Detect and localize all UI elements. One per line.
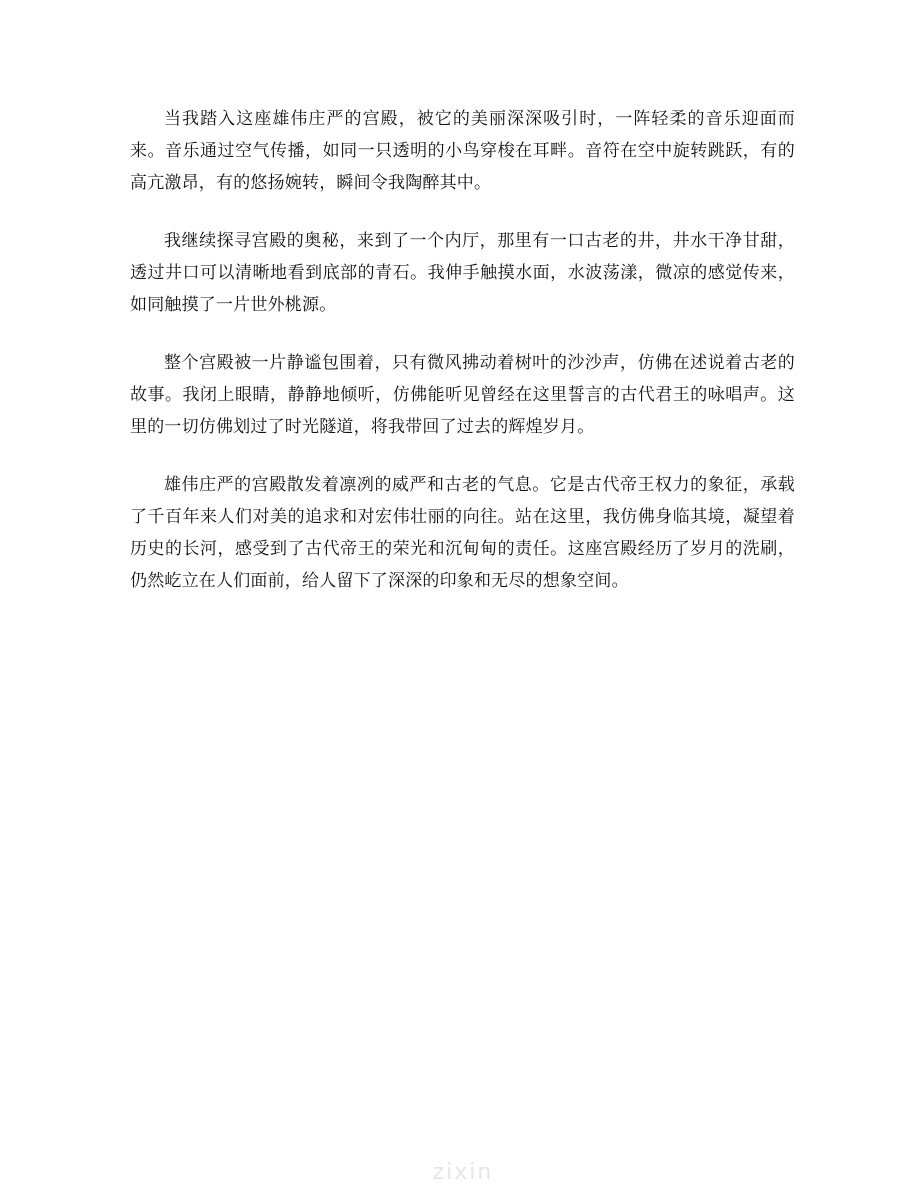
watermark: zixin [432,1160,494,1185]
document-body [130,103,795,623]
paragraph-3: 整个宫殿被一片静谧包围着，只有微风拂动着树叶的沙沙声，仿佛在述说着古老的故事。我闭上眼睛，静静地倾听，仿佛能听见曾经在这里誓言的古代君王的咏唱声。这里的一切仿佛划过了时光隧道，将我带回了过去的辉煌岁月。 [130,353,795,437]
paragraph-2: 我继续探寻宫殿的奥秘，来到了一个内厅，那里有一口古老的井，井水干净甘甜，透过井口可以清晰地看到底部的青石。我伸手触摸水面，水波荡漾，微凉的感觉传来，如同触摸了一片世外桃源。 [130,231,795,315]
paragraph-1: 当我踏入这座雄伟庄严的宫殿，被它的美丽深深吸引时，一阵轻柔的音乐迎面而来。音乐通过空气传播，如同一只透明的小鸟穿梭在耳畔。音符在空中旋转跳跃，有的高亢激昂，有的悠扬婉转，瞬间令我陶醉其中。 [130,109,795,193]
paragraph-4: 雄伟庄严的宫殿散发着凛冽的威严和古老的气息。它是古代帝王权力的象征，承载了千百年来人们对美的追求和对宏伟壮丽的向往。站在这里，我仿佛身临其境，凝望着历史的长河，感受到了古代帝王的荣光和沉甸甸的责任。这座宫殿经历了岁月的洗刷，仍然屹立在人们面前，给人留下了深深的印象和无尽的想象空间。 [130,475,795,591]
